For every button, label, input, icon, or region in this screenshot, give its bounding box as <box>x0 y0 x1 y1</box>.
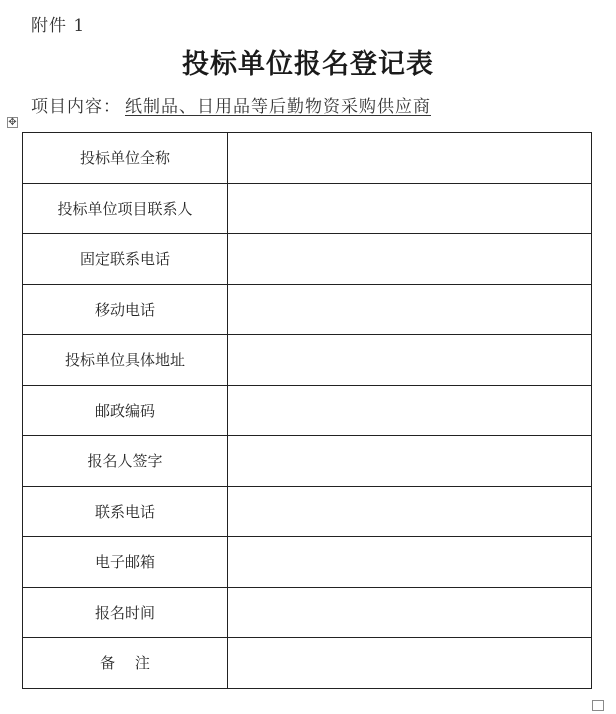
table-row <box>23 284 592 335</box>
row-value-field[interactable] <box>228 335 592 386</box>
row-label: 报名人签字 <box>23 436 228 487</box>
row-label: 备 注 <box>23 638 228 689</box>
row-value-field[interactable] <box>228 436 592 487</box>
row-value-field[interactable] <box>228 385 592 436</box>
project-label: 项目内容： <box>31 97 121 117</box>
row-label: 投标单位具体地址 <box>23 335 228 386</box>
table-row <box>23 537 592 588</box>
table-row <box>23 234 592 285</box>
row-label: 报名时间 <box>23 587 228 638</box>
project-value: 纸制品、日用品等后勤物资采购供应商 <box>125 97 431 117</box>
registration-table <box>22 132 592 689</box>
row-value-field[interactable] <box>228 183 592 234</box>
row-label: 联系电话 <box>23 486 228 537</box>
table-row <box>23 183 592 234</box>
row-value-field[interactable] <box>228 234 592 285</box>
row-label: 投标单位全称 <box>23 133 228 184</box>
row-label: 投标单位项目联系人 <box>23 183 228 234</box>
page-title: 投标单位报名登记表 <box>182 49 434 80</box>
table-resize-handle-icon[interactable] <box>592 700 604 711</box>
table-row <box>23 486 592 537</box>
attachment-label: 附件 1 <box>31 16 86 36</box>
row-value-field[interactable] <box>228 638 592 689</box>
row-label: 移动电话 <box>23 284 228 335</box>
row-label: 固定联系电话 <box>23 234 228 285</box>
table-row <box>23 638 592 689</box>
table-row <box>23 335 592 386</box>
table-row <box>23 587 592 638</box>
row-value-field[interactable] <box>228 587 592 638</box>
row-label: 电子邮箱 <box>23 537 228 588</box>
row-value-field[interactable] <box>228 537 592 588</box>
row-value-field[interactable] <box>228 133 592 184</box>
row-value-field[interactable] <box>228 486 592 537</box>
table-row <box>23 436 592 487</box>
table-row <box>23 385 592 436</box>
table-row <box>23 133 592 184</box>
table-move-handle-icon[interactable]: ✥ <box>8 117 17 128</box>
row-value-field[interactable] <box>228 284 592 335</box>
row-label: 邮政编码 <box>23 385 228 436</box>
project-line <box>31 92 431 117</box>
